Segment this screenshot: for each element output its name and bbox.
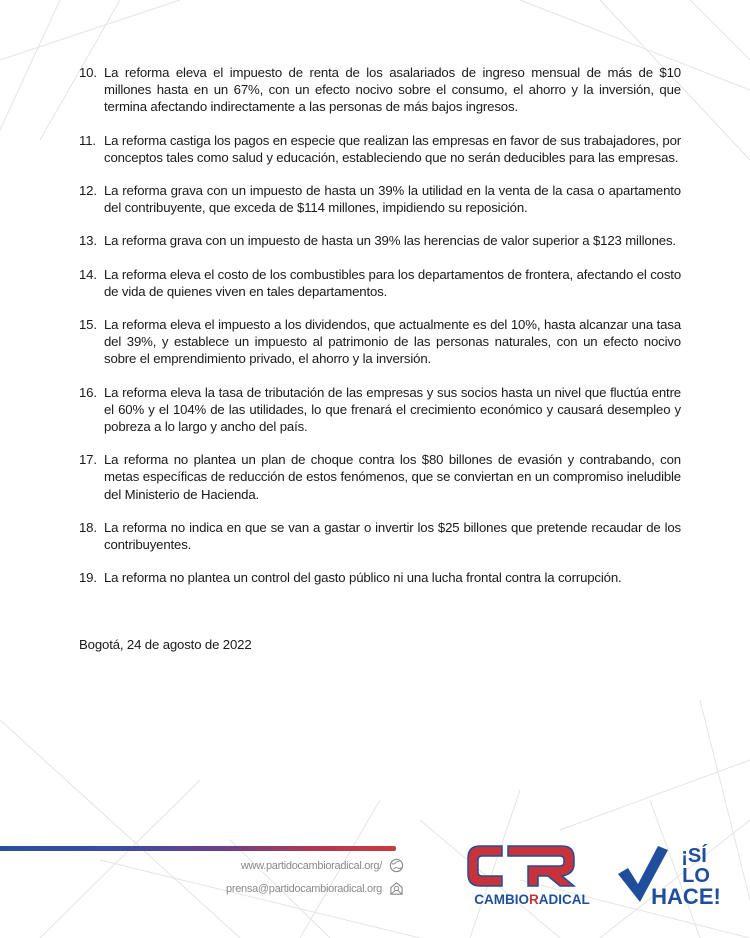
item-text: La reforma castiga los pagos en especie que realizan las empresas en favor de sus trabajadores, por conceptos tales como salud y educación, estableciendo que no serán deducibles para las empresas. [104,132,681,165]
website-text[interactable]: www.partidocambioradical.org/ [240,860,382,872]
footer-gradient-bar [0,846,396,851]
item-number: 12. [79,183,97,199]
list-item [79,519,681,553]
list-item [79,451,681,503]
item-number: 11. [79,132,96,148]
list-item [79,64,681,116]
item-number: 13. [79,233,97,249]
item-text: La reforma no indica en que se van a gastar o invertir los $25 billones que pretende recaudar de los contribuyentes. [104,519,681,553]
list-item [79,132,681,166]
item-text: La reforma eleva el impuesto de renta de los asalariados de ingreso mensual de más de $10 millones hasta en un 67%, con un efecto nocivo sobre el consumo, el ahorro y la inversión, que termina afectando indirectamente a las personas de más bajos ingresos. [104,65,681,115]
list-item [79,232,681,249]
date-line: Bogotá, 24 de agosto de 2022 [79,637,252,652]
email-link[interactable] [226,883,382,895]
item-number: 16. [79,384,97,400]
item-text: La reforma eleva el costo de los combustibles para los departamentos de frontera, afectando el costo de vida de quienes viven en tales departamentos. [104,266,681,299]
cambio-radical-logo [462,840,602,910]
item-number: 19. [79,570,97,586]
item-text: La reforma no plantea un plan de choque contra los $80 billones de evasión y contrabando, con metas específicas de reducción de estos fenómenos, que se conviertan en un compromiso ineludible del Ministerio de Hacienda. [104,452,681,502]
svg-text:¡SÍ: ¡SÍ [681,845,707,867]
item-number: 17. [79,452,97,468]
website-link[interactable] [241,860,382,872]
logo-wordmark: CAMBIORADICAL [474,892,590,907]
mail-icon [389,881,404,896]
list-item [79,266,681,300]
item-number: 18. [79,519,97,535]
item-number: 15. [79,317,97,333]
item-number: 10. [79,65,97,80]
item-text: La reforma grava con un impuesto de hasta un 39% las herencias de valor superior a $123 millones. [104,233,676,249]
item-text: La reforma eleva la tasa de tributación de las empresas y sus socios hasta un nivel que fluctúa entre el 60% y el 104% de las utilidades, lo que frenará el crecimiento económico y causará desempleo y pobreza a lo largo y ancho del país. [104,384,681,435]
item-text: La reforma no plantea un control del gasto público ni una lucha frontal contra la corrupción. [104,570,622,586]
item-text: La reforma eleva el impuesto a los dividendos, que actualmente es del 10%, hasta alcanzar una tasa del 39%, y establece un impuesto al patrimonio de las personas naturales, con un efecto nocivo sobre el emprendimiento privado, el ahorro y la inversión. [104,317,681,367]
list-item [79,182,681,216]
item-text: La reforma grava con un impuesto de hasta un 39% la utilidad en la venta de la casa o apartamento del contribuyente, que exceda de $114 millones, impidiendo su reposición. [104,183,681,216]
si-lo-hace-logo [614,836,724,912]
list-item [79,316,681,368]
svg-text:LO: LO [682,865,710,887]
reform-points-list [79,64,681,602]
list-item [79,384,681,436]
item-number: 14. [79,266,97,282]
email-text[interactable]: prensa@partidocambioradical.org [226,883,382,895]
list-item [79,569,681,586]
globe-icon [389,858,404,873]
svg-text:HACE!: HACE! [651,884,721,909]
